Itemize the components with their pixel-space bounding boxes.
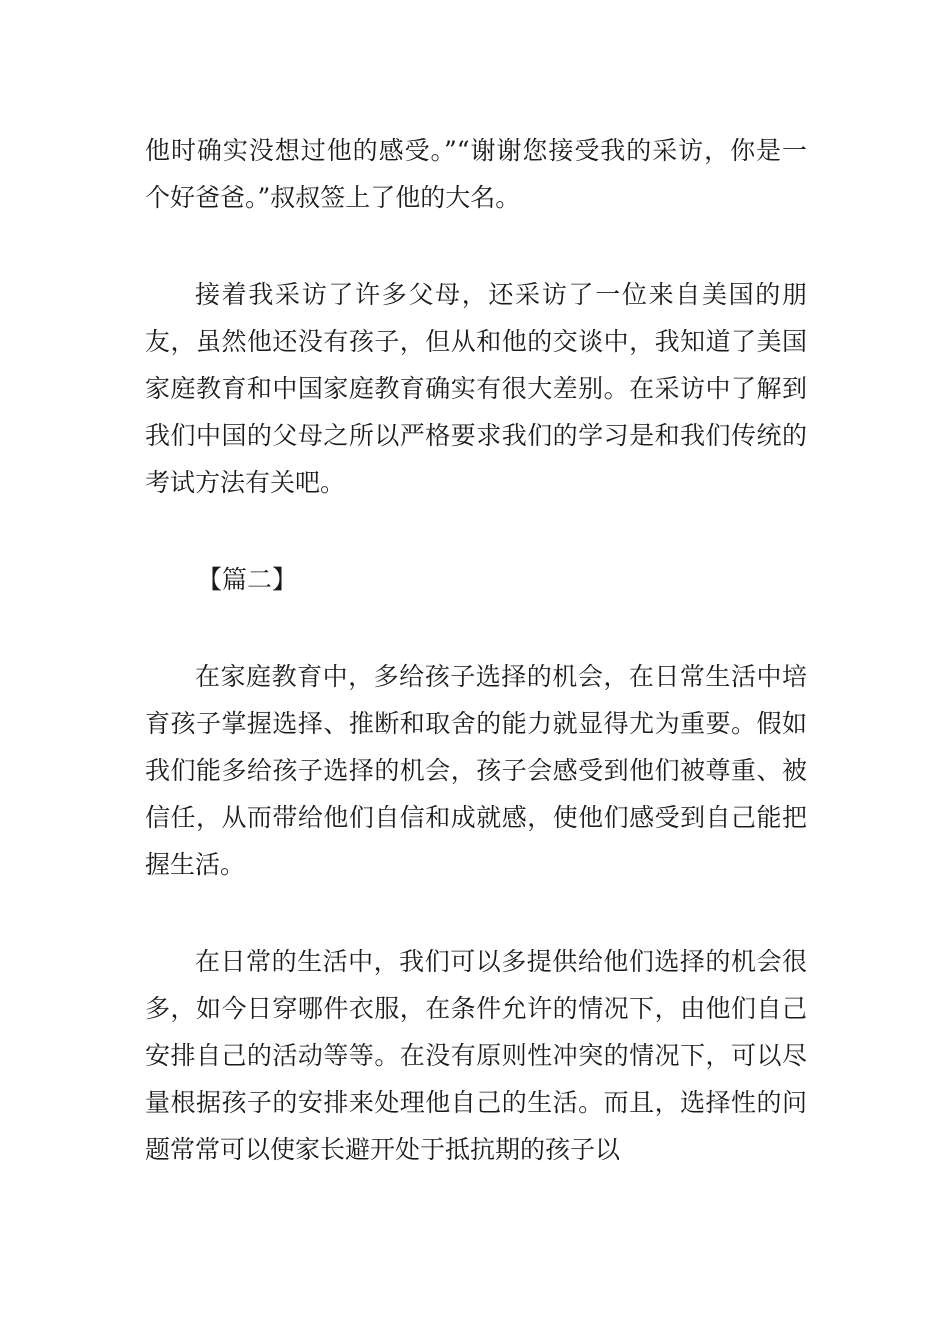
paragraph-choice: 在家庭教育中，多给孩子选择的机会，在日常生活中培育孩子掌握选择、推断和取舍的能力就显得尤为重要。假如我们能多给孩子选择的机会，孩子会感受到他们被尊重、被信任，从而带给他们自信和成就感，使他们感受到自己能把握生活。 bbox=[145, 662, 807, 879]
paragraph-gap bbox=[145, 603, 807, 653]
paragraph-interview: 接着我采访了许多父母，还采访了一位来自美国的朋友，虽然他还没有孩子，但从和他的交谈中，我知道了美国家庭教育和中国家庭教育确实有很大差别。在采访中了解到我们中国的父母之所以严格要求我们的学习是和我们传统的考试方法有关吧。 bbox=[145, 280, 807, 497]
paragraph-gap bbox=[145, 221, 807, 271]
paragraph-continuation: 他时确实没想过他的感受。”“谢谢您接受我的采访，你是一个好爸爸。”叔叔签上了他的大名。 bbox=[145, 136, 807, 212]
paragraph-gap bbox=[145, 888, 807, 938]
paragraph-gap bbox=[145, 506, 807, 556]
paragraph-daily-life: 在日常的生活中，我们可以多提供给他们选择的机会很多，如今日穿哪件衣服，在条件允许的情况下，由他们自己安排自己的活动等等。在没有原则性冲突的情况下，可以尽量根据孩子的安排来处理他自己的生活。而且，选择性的问题常常可以使家长避开处于抵抗期的孩子以 bbox=[145, 947, 807, 1164]
document-body bbox=[145, 127, 807, 1173]
section-heading: 【篇二】 bbox=[197, 565, 298, 594]
